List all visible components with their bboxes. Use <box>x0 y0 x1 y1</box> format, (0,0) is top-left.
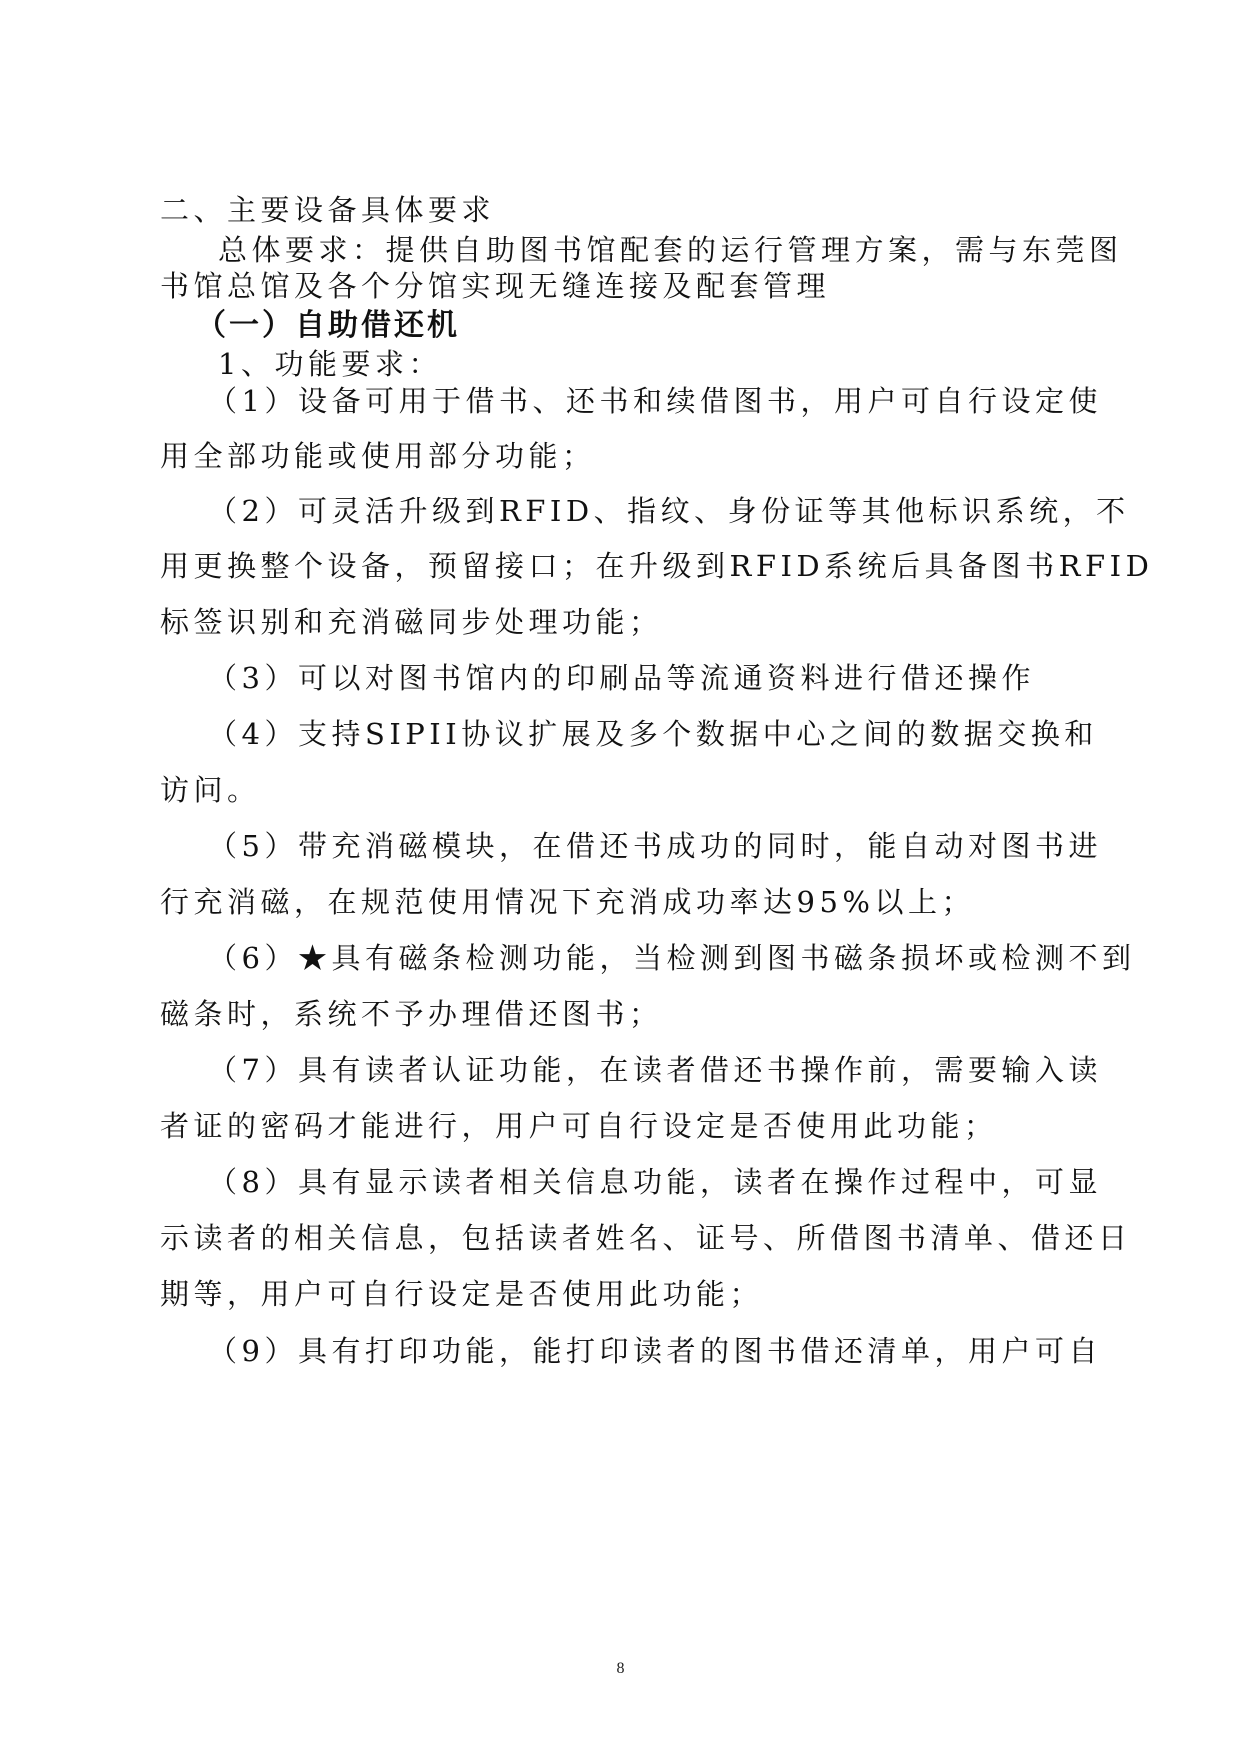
body-line: （1）设备可用于借书、还书和续借图书，用户可自行设定使 <box>208 384 1102 418</box>
body-line: （3）可以对图书馆内的印刷品等流通资料进行借还操作 <box>208 661 1035 695</box>
item-heading: 1、功能要求： <box>218 347 442 381</box>
body-line: 访问。 <box>160 773 261 807</box>
body-line: 用全部功能或使用部分功能； <box>160 439 596 473</box>
section-heading: 二、主要设备具体要求 <box>160 193 496 227</box>
overall-requirement-line-1: 总体要求：提供自助图书馆配套的运行管理方案，需与东莞图 <box>218 233 1123 267</box>
body-line: （2）可灵活升级到RFID、指纹、身份证等其他标识系统，不 <box>208 494 1130 528</box>
overall-requirement-line-2: 书馆总馆及各个分馆实现无缝连接及配套管理 <box>160 269 831 303</box>
body-line: （4）支持SIPII协议扩展及多个数据中心之间的数据交换和 <box>208 717 1098 751</box>
body-line: （5）带充消磁模块，在借还书成功的同时，能自动对图书进 <box>208 829 1102 863</box>
body-line: （7）具有读者认证功能，在读者借还书操作前，需要输入读 <box>208 1053 1102 1087</box>
body-line: 者证的密码才能进行，用户可自行设定是否使用此功能； <box>160 1109 998 1143</box>
body-line: （8）具有显示读者相关信息功能，读者在操作过程中，可显 <box>208 1165 1102 1199</box>
body-line: 期等，用户可自行设定是否使用此功能； <box>160 1277 764 1311</box>
page-number: 8 <box>616 1660 625 1677</box>
body-line: 用更换整个设备，预留接口；在升级到RFID系统后具备图书RFID <box>160 549 1154 583</box>
body-line: 示读者的相关信息，包括读者姓名、证号、所借图书清单、借还日 <box>160 1221 1132 1255</box>
subsection-heading: （一）自助借还机 <box>196 308 460 343</box>
body-line: 标签识别和充消磁同步处理功能； <box>160 605 663 639</box>
body-line: （6）★具有磁条检测功能，当检测到图书磁条损坏或检测不到 <box>208 941 1136 975</box>
body-line: 磁条时，系统不予办理借还图书； <box>160 997 663 1031</box>
body-line: （9）具有打印功能，能打印读者的图书借还清单，用户可自 <box>208 1334 1102 1368</box>
body-line: 行充消磁，在规范使用情况下充消成功率达95%以上； <box>160 885 975 919</box>
